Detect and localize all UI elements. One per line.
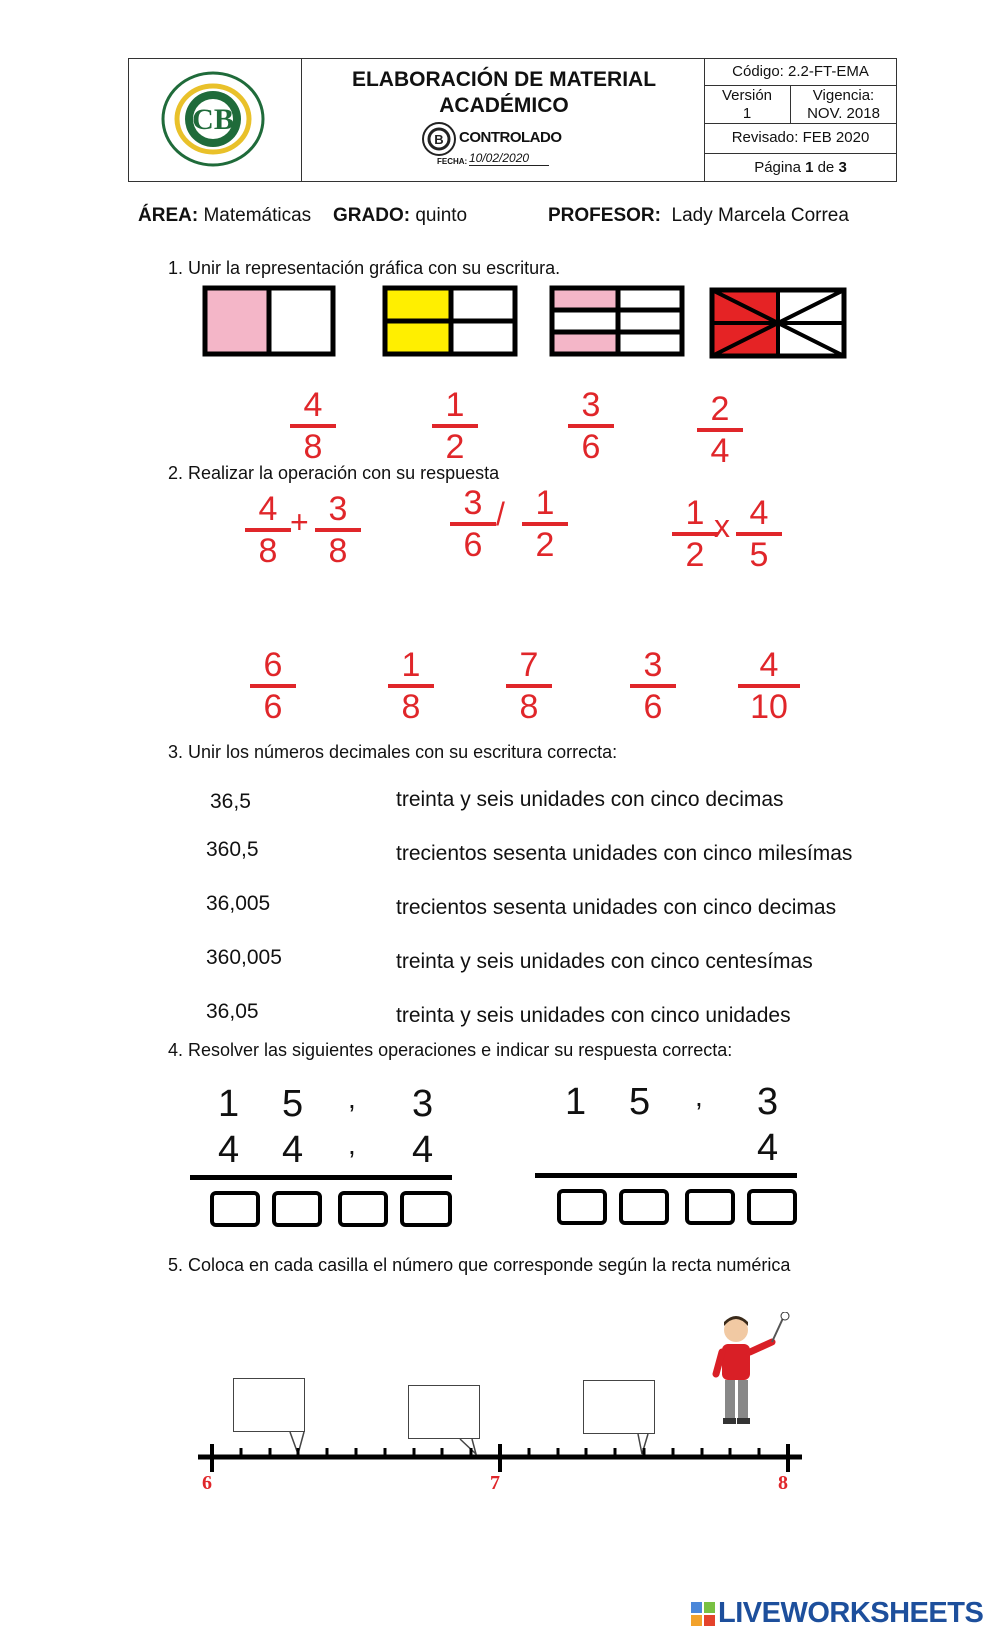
fraction-option[interactable]: 4 8 [290, 388, 336, 464]
decimal-words[interactable]: treinta y seis unidades con cinco centesímas [396, 950, 813, 973]
answer-box[interactable] [338, 1191, 388, 1227]
decimal-words[interactable]: trecientos sesenta unidades con cinco decimas [396, 896, 837, 919]
answer-option[interactable]: 6 6 [250, 648, 296, 724]
codigo-cell: Código: 2.2-FT-EMA [732, 63, 869, 80]
answer-option[interactable]: 7 8 [506, 648, 552, 724]
fraction-option[interactable]: 1 2 [432, 388, 478, 464]
svg-text:CB: CB [192, 103, 234, 136]
stamp-date-label: FECHA: [437, 157, 468, 166]
operation-left: 1 5 , 3 4 4 , 4 [190, 1075, 458, 1235]
question-2: 2. Realizar la operación con su respuesta [168, 463, 500, 483]
fraction-option[interactable]: 2 4 [697, 392, 743, 468]
area-field: ÁREA: Matemáticas [138, 205, 312, 226]
decimal-number[interactable]: 36,005 [206, 892, 271, 915]
decimal-words[interactable]: treinta y seis unidades con cinco unidades [396, 1004, 791, 1027]
number-line-label: 7 [490, 1472, 500, 1494]
answer-box[interactable] [210, 1191, 260, 1227]
grado-field: GRADO: quinto [333, 205, 468, 226]
shape-eighths[interactable] [712, 290, 844, 356]
number-line-label: 6 [202, 1472, 212, 1494]
operation-multiplication[interactable]: 1 2 x 4 5 [672, 496, 792, 576]
question-3: 3. Unir los números decimales con su escritura correcta: [168, 742, 618, 762]
operation-addition[interactable]: 4 8 + 3 8 [245, 492, 365, 572]
answer-option[interactable]: 3 6 [630, 648, 676, 724]
vigencia-label: Vigencia: [812, 87, 875, 104]
pagina-cell: Página 1 de 3 [754, 159, 847, 176]
decimal-number[interactable]: 36,05 [206, 1000, 259, 1023]
answer-box[interactable] [747, 1189, 797, 1225]
number-line-label: 8 [778, 1472, 788, 1494]
result-line [190, 1175, 452, 1180]
operation-right: 1 5 , 3 4 [535, 1075, 803, 1235]
answer-option[interactable]: 4 10 [738, 648, 800, 724]
svg-text:B: B [434, 132, 444, 147]
answer-box[interactable] [557, 1189, 607, 1225]
answer-box[interactable] [272, 1191, 322, 1227]
decimal-words[interactable]: trecientos sesenta unidades con cinco milesímas [396, 842, 853, 865]
shape-quarters[interactable] [385, 288, 515, 354]
version-value: 1 [742, 105, 752, 122]
profesor-field: PROFESOR: Lady Marcela Correa [548, 205, 849, 226]
stamp-logo-icon [421, 121, 457, 157]
version-label: Versión [721, 87, 773, 104]
stamp-label: CONTROLADO [459, 129, 562, 146]
stamp-date: 10/02/2020 [469, 151, 549, 166]
result-line [535, 1173, 797, 1178]
vigencia-value: NOV. 2018 [807, 105, 880, 122]
answer-box[interactable] [619, 1189, 669, 1225]
question-4: 4. Resolver las siguientes operaciones e indicar su respuesta correcta: [168, 1040, 733, 1060]
question-1: 1. Unir la representación gráfica con su escritura. [168, 258, 561, 278]
decimal-words[interactable]: treinta y seis unidades con cinco decimas [396, 788, 784, 811]
answer-box[interactable] [685, 1189, 735, 1225]
decimal-number[interactable]: 36,5 [210, 790, 251, 813]
number-line-ticks [190, 1440, 810, 1480]
shape-halves[interactable] [205, 288, 333, 354]
decimal-number[interactable]: 360,5 [206, 838, 259, 861]
liveworksheets-logo-icon [690, 1601, 716, 1627]
operation-division[interactable]: 3 6 / 1 2 [450, 486, 580, 566]
fraction-option[interactable]: 3 6 [568, 388, 614, 464]
footer-brand-text: LIVEWORKSHEETS [718, 1597, 984, 1629]
fraction-shapes [200, 285, 860, 365]
revisado-cell: Revisado: FEB 2020 [731, 129, 870, 146]
school-logo [159, 69, 267, 169]
answer-box[interactable] [400, 1191, 452, 1227]
answer-option[interactable]: 1 8 [388, 648, 434, 724]
shape-sixths[interactable] [552, 288, 682, 354]
controlled-stamp [421, 121, 561, 171]
footer-brand [690, 1597, 983, 1630]
page-title: ELABORACIÓN DE MATERIAL ACADÉMICO [351, 68, 657, 117]
decimal-number[interactable]: 360,005 [206, 946, 282, 969]
question-5: 5. Coloca en cada casilla el número que corresponde según la recta numérica [168, 1255, 791, 1275]
header-table [128, 58, 897, 182]
